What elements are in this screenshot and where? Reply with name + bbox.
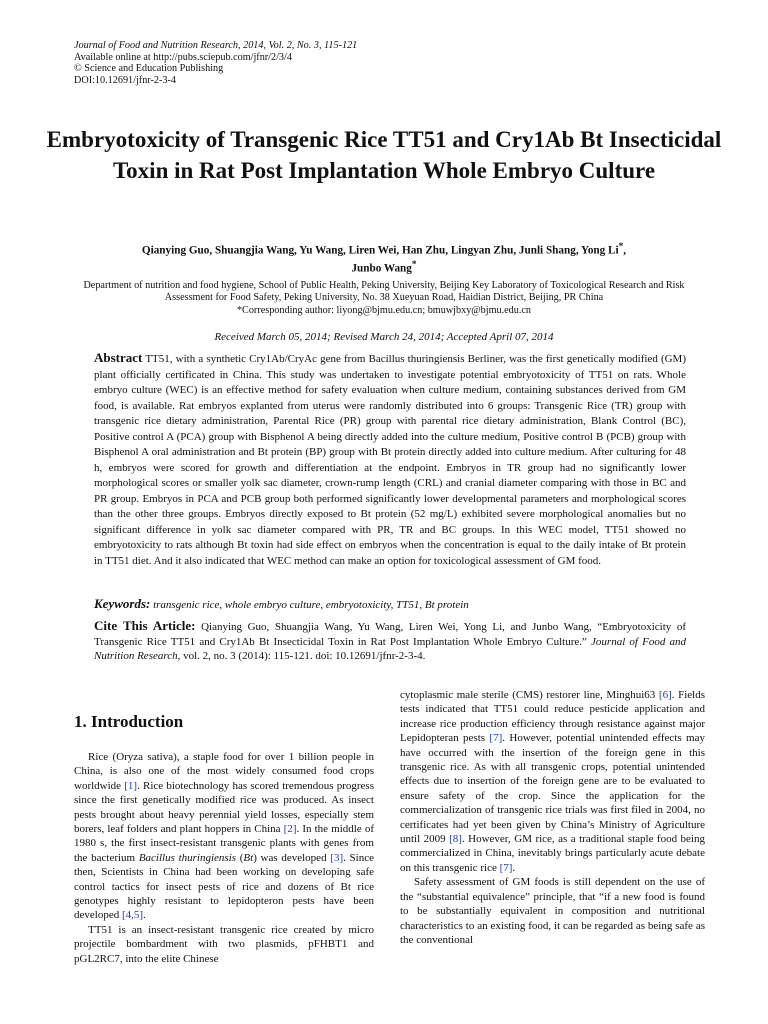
- copyright-line: © Science and Education Publishing: [74, 63, 224, 75]
- text-run: (: [239, 851, 244, 864]
- keywords-heading: Keywords:: [94, 596, 151, 611]
- text-run: Rice (Oryza sativa), a staple food for over 1 billion people in China, is also one of the most widely consumed food crops worldwide: [74, 751, 374, 792]
- cite-heading: Cite This Article:: [94, 618, 196, 633]
- intro-paragraph-4: Safety assessment of GM foods is still dependent on the use of the “substantial equivalence” principle, that “if a new food is found to be substantially equivalent in composition and nutritional characteristics to an existing food, it can be regarded as being safe as the conventional: [400, 876, 705, 946]
- intro-paragraph-1: [74, 750, 374, 923]
- abstract-heading: Abstract: [94, 350, 143, 365]
- journal-citation-line: Journal of Food and Nutrition Research, 2014, Vol. 2, No. 3, 115-121: [74, 40, 358, 51]
- text-run: . However, GM rice, as a traditional staple food being commercialized in China, inevitably brings particularly acute debate on this transgenic rice: [400, 833, 705, 874]
- availability-line: Available online at http://pubs.sciepub.com/jfnr/2/3/4: [74, 51, 292, 63]
- citation-link[interactable]: [7]: [489, 732, 503, 745]
- abstract-text: TT51, with a synthetic Cry1Ab/CryAc gene from Bacillus thuringiensis Berliner, was the first genetically modified (GM) plant officially certificated in China. This study was undertaken to investigate potential embryotoxicity of TT51 on rats. Whole embryo culture (WEC) is an effective method for safety evaluation when culture medium, containing substances derived from GM food, is available. Rat embryos explanted from uterus were randomly distributed into 6 groups: Transgenic Rice (TR) group with transgenic rice dietary administration, Parental Rice (PR) group with parental rice dietary administration, Blank Control (BC), Positive control A (PCA) group with Bisphenol A being directly added into the culture medium, Positive control B (PCB) group with Bisphenol A oral administration and Bt protein (BP) group with Bt protein directly added into culture medium. After culturing for 48 h, embryos were scored for growth and differentiation at the endpoint. Embryos in TR group had no significantly lower morphological scores or smaller yolk sac diameter, crown-rump length (CRL) and cranial diameter comparing with those in BC and PR group. Embryos in PCA and PCB group both performed significantly lower developmental parameters and morphological scores than the other three groups. Embryos directly exposed to Bt protein (52 mg/L) exhibited severe morphological anomalies but no significant difference in yolk sac diameter compared with PR, TR and BC groups. In this WEC model, TT51 showed no embryotoxicity to rats although Bt toxin had side effect on embryos when the concentration is equal to the daily intake of Bt protein in TT51 diet. And it also indicated that WEC method can make an option for toxicological assessment of GM food.: [94, 353, 686, 567]
- citation-link[interactable]: [4,5]: [121, 909, 144, 922]
- corresponding-author: *Corresponding author: liyong@bjmu.edu.cn; bmuwjbxy@bjmu.edu.cn: [236, 304, 532, 316]
- text-run: . Fields tests indicated that TT51 could reduce pesticide application and increase rice production efficiency through resistance against major Lepidopteran pests: [400, 689, 705, 745]
- species-abbrev: Bt: [243, 851, 254, 864]
- intro-paragraph-2: TT51 is an insect-resistant transgenic rice created by micro projectile bombardment with two plasmids, pFHBT1 and pGL2RC7, into the elite Chinese: [74, 923, 374, 965]
- cite-text: Qianying Guo, Shuangjia Wang, Yu Wang, Liren Wei, Yong Li, and Junbo Wang, “Embryotoxicity of Transgenic Rice TT51 and Cry1Ab Bt Insecticidal Toxin in Rat Post Implantation Whole Embryo Culture.”: [94, 621, 686, 648]
- text-run: . Rice biotechnology has scored tremendous progress since the first genetically modified rice was produced. As insect pests brought about heavy perennial yield losses, especially stem borers, leaf folders and plant hoppers in China: [74, 779, 374, 836]
- right-column: [400, 688, 705, 947]
- citation-link[interactable]: [3]: [330, 851, 344, 864]
- corresponding-mark: *: [618, 242, 624, 252]
- text-run: . However, potential unintended effects may have occurred with the insertion of the foreign gene in this transgenic rice. As with all transgenic crops, potential unintended effects due to insertion of the foreign gene are to be evaluated to ensure safety of the crop. Since the application for the commercialization of transgenic rice trials was first filed in 2004, no certificates had yet been given by China’s Ministry of Agriculture until 2009: [400, 732, 705, 846]
- cite-journal: Journal of Food and Nutrition Research: [94, 635, 686, 663]
- cite-this-article: [94, 619, 686, 664]
- text-run: . In the middle of 1980 s, the first insect-resistant transgenic plants with genes from the bacterium: [74, 823, 374, 864]
- citation-link[interactable]: [7]: [499, 861, 513, 874]
- keywords: [94, 596, 686, 613]
- text-run: cytoplasmic male sterile (CMS) restorer line, Minghui63: [400, 689, 656, 701]
- affiliation-text: Department of nutrition and food hygiene, School of Public Health, Peking University, Beijing Key Laboratory of Toxicological Research and Risk Assessment for Food Safety, Peking University, No. 38 Xueyuan Road, Haidian District, Beijing, PR China: [83, 280, 685, 304]
- left-column: [74, 712, 374, 966]
- text-run: ) was developed: [253, 851, 327, 864]
- journal-header: [74, 40, 357, 86]
- cite-details: , vol. 2, no. 3 (2014): 115-121. doi: 10.12691/jfnr-2-3-4.: [177, 650, 426, 663]
- authors-line-1: Qianying Guo, Shuangjia Wang, Yu Wang, Liren Wei, Han Zhu, Lingyan Zhu, Junli Shang, Yong Li: [141, 244, 619, 257]
- citation-link[interactable]: [6]: [658, 689, 672, 701]
- section-heading-introduction: 1. Introduction: [74, 712, 184, 731]
- species-name: Bacillus thuringiensis: [138, 851, 237, 864]
- submission-dates: Received March 05, 2014; Revised March 24, 2014; Accepted April 07, 2014: [214, 331, 554, 343]
- keywords-text: transgenic rice, whole embryo culture, embryotoxicity, TT51, Bt protein: [153, 599, 469, 611]
- citation-link[interactable]: [2]: [283, 823, 297, 836]
- text-run: .: [512, 861, 516, 874]
- intro-paragraph-3: [400, 688, 705, 875]
- text-run: .: [143, 909, 146, 922]
- affiliation-block: [74, 280, 694, 317]
- paper-title: Embryotoxicity of Transgenic Rice TT51 and Cry1Ab Bt Insecticidal Toxin in Rat Post Implantation Whole Embryo Culture: [46, 127, 722, 183]
- corresponding-mark: *: [411, 259, 417, 270]
- authors-line-2: Junbo Wang: [351, 262, 412, 275]
- author-list: Qianying Guo, Shuangjia Wang, Yu Wang, Liren Wei, Han Zhu, Lingyan Zhu, Junli Shang, Yong Li*, Junbo Wang*: [141, 242, 627, 275]
- citation-link[interactable]: [8]: [449, 833, 462, 846]
- doi-line: DOI:10.12691/jfnr-2-3-4: [74, 74, 176, 86]
- citation-link[interactable]: [1]: [124, 779, 138, 792]
- abstract: [94, 350, 686, 569]
- text-run: . Since then, Scientists in China had been working on developing safe control tactics for insect pests of rice and dozens of Bt rice genotypes highly resistant to lepidopteron pests have been developed: [74, 851, 374, 922]
